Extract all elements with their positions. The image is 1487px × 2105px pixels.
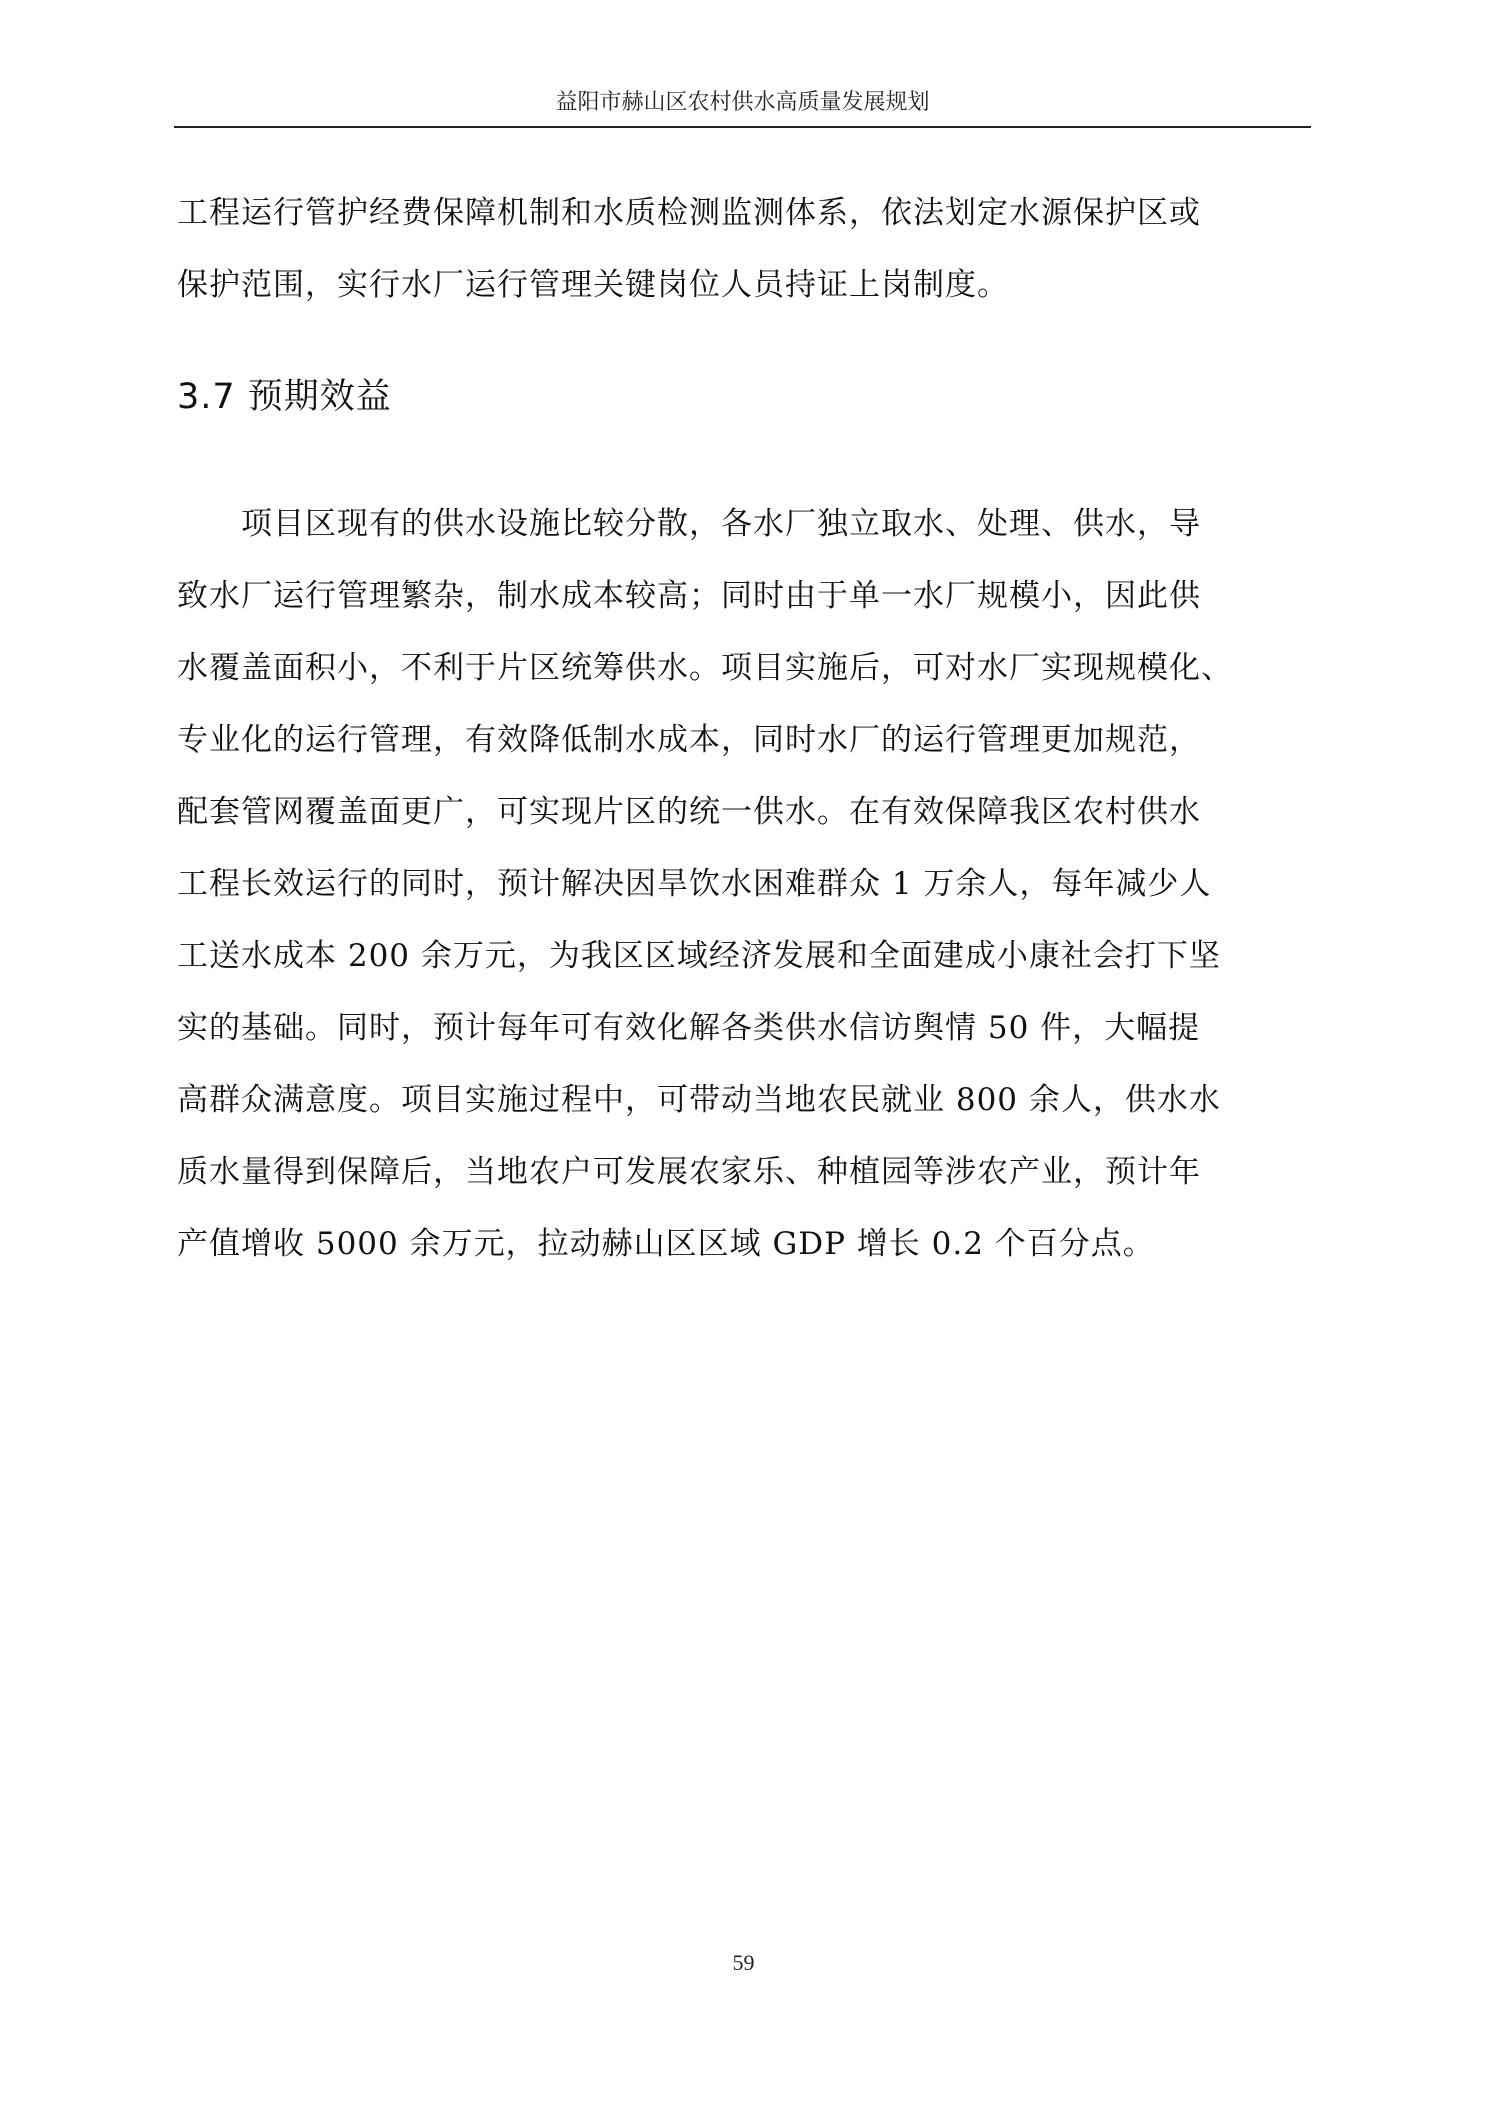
document-title: 益阳市赫山区农村供水高质量发展规划 <box>555 89 930 114</box>
page-number: 59 <box>732 1950 755 1975</box>
page-header <box>174 82 1311 128</box>
paragraph-continuation: 工程运行管护经费保障机制和水质检测监测体系，依法划定水源保护区或 保护范围，实行水厂运行管理关键岗位人员持证上岗制度。 <box>177 195 1201 303</box>
section-heading: 3.7 预期效益 <box>177 377 392 417</box>
paragraph-expected-benefits: 项目区现有的供水设施比较分散，各水厂独立取水、处理、供水，导 致水厂运行管理繁杂，制水成本较高；同时由于单一水厂规模小，因此供 水覆盖面积小，不利于片区统筹供水。项目实施后，可对水厂实现规模化、 专业化的运行管理，有效降低制水成本，同时水厂的运行管理更加规范， 配套管网覆盖面更广，可实现片区的统一供水。在有效保障我区农村供水 工程长效运行的同时，预计解决因旱饮水困难群众 1 万余人，每年减少人 工送水成本 200 余万元，为我区区域经济发展和全面建成小康社会打下坚 实的基础。同时，预计每年可有效化解各类供水信访舆情 50 件，大幅提 高群众满意度。项目实施过程中，可带动当地农民就业 800 余人，供水水 质水量得到保障后，当地农户可发展农家乐、种植园等涉农产业，预计年 产值增收 5000 余万元，拉动赫山区区域 GDP 增长 0.2 个百分点。 <box>177 506 1233 1262</box>
